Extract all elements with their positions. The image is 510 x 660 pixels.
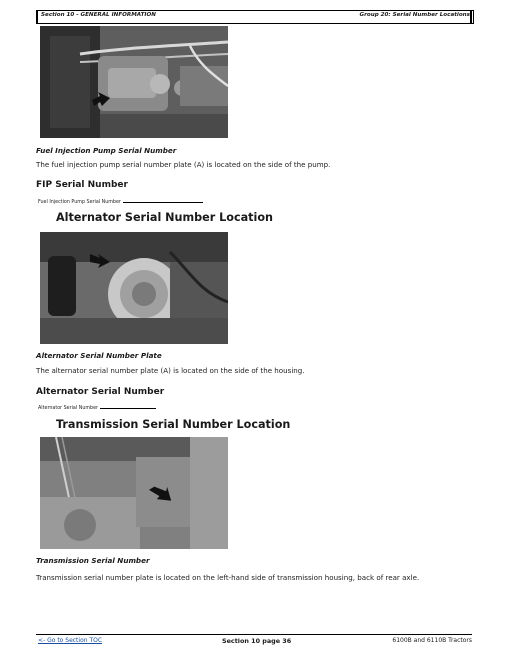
transmission-photo xyxy=(40,437,228,549)
alternator-heading: Alternator Serial Number Location xyxy=(56,211,274,224)
transmission-heading: Transmission Serial Number Location xyxy=(56,418,291,431)
transmission-caption: Transmission Serial Number xyxy=(36,556,150,565)
header-section-title: Section 10 - GENERAL INFORMATION xyxy=(41,12,156,18)
section-toc-link[interactable]: <- Go to Section TOC xyxy=(38,637,103,644)
fip-serial-blank[interactable] xyxy=(123,202,203,203)
fip-serial-label: Fuel Injection Pump Serial Number xyxy=(38,200,121,205)
fip-subheading: FIP Serial Number xyxy=(36,180,128,190)
header-left-divider xyxy=(36,10,38,24)
fip-caption: Fuel Injection Pump Serial Number xyxy=(36,146,177,155)
footer-rule xyxy=(36,634,472,635)
alternator-serial-blank[interactable] xyxy=(100,408,156,409)
alternator-description: The alternator serial number plate (A) is located on the side of the housing. xyxy=(36,366,305,375)
alternator-serial-label: Alternator Serial Number xyxy=(38,406,98,411)
alternator-serial-field xyxy=(38,406,156,411)
fip-serial-field xyxy=(38,200,203,205)
transmission-description: Transmission serial number plate is located on the left-hand side of transmission housing, back of rear axle. xyxy=(36,573,420,582)
fuel-injection-pump-photo xyxy=(40,26,228,138)
page-number: Section 10 page 36 xyxy=(222,637,292,645)
alternator-photo xyxy=(40,232,228,344)
alternator-caption: Alternator Serial Number Plate xyxy=(36,351,162,360)
fip-description: The fuel injection pump serial number plate (A) is located on the side of the pump. xyxy=(36,160,331,169)
tractor-model: 6100B and 6110B Tractors xyxy=(392,637,472,644)
header-right-divider xyxy=(470,10,472,24)
header-group-title: Group 20: Serial Number Locations xyxy=(359,12,470,18)
alternator-subheading: Alternator Serial Number xyxy=(36,387,165,397)
